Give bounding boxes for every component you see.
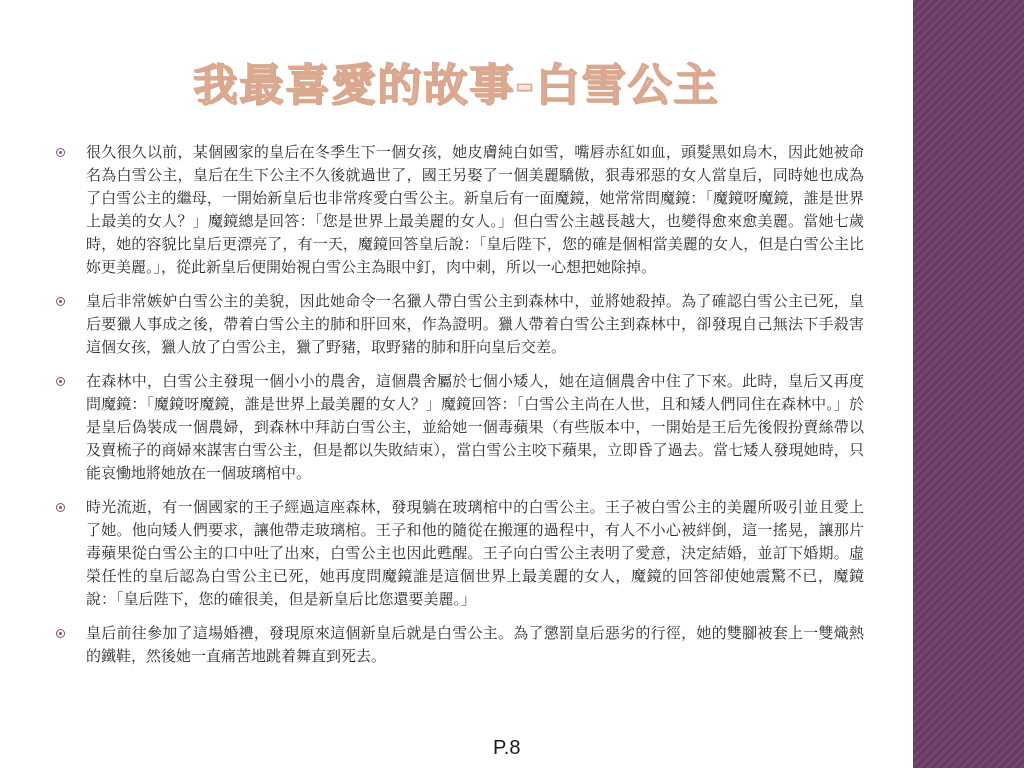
paragraph-text: 皇后前往參加了這場婚禮，發現原來這個新皇后就是白雪公主。為了懲罰皇后惡劣的行徑，她的雙腳被套上一雙熾熱的鐵鞋，然後她一直痛苦地跳着舞直到死去。 bbox=[86, 624, 864, 665]
paragraph-text: 皇后非常嫉妒白雪公主的美貌，因此她命令一名獵人帶白雪公主到森林中，並將她殺掉。為了確認白雪公主已死，皇后要獵人事成之後，帶着白雪公主的肺和肝回來，作為證明。獵人帶着白雪公主到森林中，卻發現自己無法下手殺害這個女孩，獵人放了白雪公主，獵了野豬，取野豬的肺和肝向皇后交差。 bbox=[86, 292, 864, 356]
slide-title: 我最喜愛的故事-白雪公主 bbox=[193, 60, 720, 111]
circle-bullet-icon bbox=[56, 503, 65, 512]
circle-bullet-icon bbox=[56, 629, 65, 638]
decorative-side-band bbox=[913, 0, 1024, 768]
page-number: P.8 bbox=[493, 737, 521, 759]
paragraph-text: 時光流逝，有一個國家的王子經過這座森林，發現躺在玻璃棺中的白雪公主。王子被白雪公主的美麗所吸引並且愛上了她。他向矮人們要求，讓他帶走玻璃棺。王子和他的隨從在搬運的過程中，有人不小心被絆倒，這一搖晃，讓那片毒蘋果從白雪公主的口中吐了出來，白雪公主也因此甦醒。王子向白雪公主表明了愛意，決定結婚，並訂下婚期。虛榮任性的皇后認為白雪公主已死，她再度問魔鏡誰是這個世界上最美麗的女人，魔鏡的回答卻使她震驚不已，魔鏡說：「皇后陛下，您的確很美，但是新皇后比您還要美麗。」 bbox=[86, 498, 864, 608]
paragraph-text: 在森林中，白雪公主發現一個小小的農舍，這個農舍屬於七個小矮人，她在這個農舍中住了下來。此時，皇后又再度問魔鏡：「魔鏡呀魔鏡，誰是世界上最美麗的女人？」魔鏡回答：「白雪公主尚在人世，且和矮人們同住在森林中。」於是皇后偽裝成一個農婦，到森林中拜訪白雪公主，並給她一個毒蘋果（有些版本中，一開始是王后先後假扮賣絲帶以及賣梳子的商婦來謀害白雪公主，但是都以失敗結束），當白雪公主咬下蘋果，立即昏了過去。當七矮人發現她時，只能哀慟地將她放在一個玻璃棺中。 bbox=[86, 372, 864, 482]
circle-bullet-icon bbox=[56, 377, 65, 386]
paragraph-item bbox=[56, 141, 864, 279]
story-paragraph-list bbox=[56, 141, 864, 679]
paragraph-item bbox=[56, 290, 864, 359]
circle-bullet-icon bbox=[56, 297, 65, 306]
paragraph-text: 很久很久以前，某個國家的皇后在冬季生下一個女孩，她皮膚純白如雪，嘴唇赤紅如血，頭髮黑如烏木，因此她被命名為白雪公主，皇后在生下公主不久後就過世了，國王另娶了一個美麗驕傲，狠毒邪惡的女人當皇后，同時她也成為了白雪公主的繼母，一開始新皇后也非常疼愛白雪公主。新皇后有一面魔鏡，她常常問魔鏡：「魔鏡呀魔鏡，誰是世界上最美的女人？」魔鏡總是回答：「您是世界上最美麗的女人。」但白雪公主越長越大，也變得愈來愈美麗。當她七歲時，她的容貌比皇后更漂亮了，有一天，魔鏡回答皇后說：「皇后陛下，您的確是個相當美麗的女人，但是白雪公主比妳更美麗。」，從此新皇后便開始視白雪公主為眼中釘，肉中刺，所以一心想把她除掉。 bbox=[86, 143, 864, 276]
paragraph-item bbox=[56, 496, 864, 611]
paragraph-item bbox=[56, 370, 864, 485]
circle-bullet-icon bbox=[56, 148, 65, 157]
paragraph-item bbox=[56, 622, 864, 668]
side-band-texture bbox=[913, 0, 1024, 768]
